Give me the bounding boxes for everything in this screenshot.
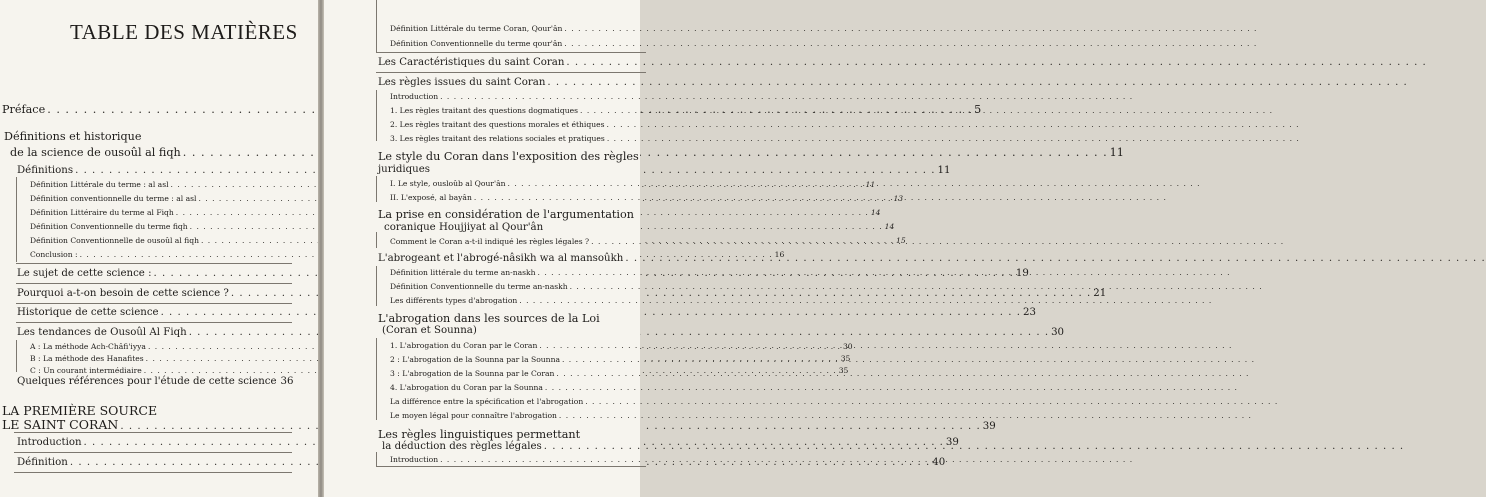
toc-entry-regles-morales[interactable]: 2. Les règles traitant des questions morales et éthiques . . .	[390, 120, 644, 129]
toc-entry-definition-litterale-asl[interactable]: Définition Littérale du terme : al asl . . . 11	[30, 180, 292, 189]
toc-entry-definitions-historique[interactable]: de la science de ousoûl al fiqh . . . 11	[10, 146, 292, 159]
toc-entry-regles-linguistiques-introduction[interactable]: Introduction . . .	[390, 455, 644, 464]
toc-entry-prise-line1[interactable]: La prise en considération de l'argumentation	[378, 208, 634, 221]
toc-entry-preface[interactable]: Préface . . . 5	[2, 103, 292, 116]
section-bracket	[16, 340, 17, 372]
section-rule	[376, 466, 646, 467]
toc-entry-references[interactable]: Quelques références pour l'étude de cette science 36	[17, 376, 294, 387]
toc-section-premiere-source-line1[interactable]: LA PREMIÈRE SOURCE	[2, 403, 158, 418]
toc-entry-definition-conventionnelle-fiqh[interactable]: Définition Conventionnelle du terme fiqh . . . 14	[30, 222, 292, 231]
toc-entry-caracteristiques[interactable]: Les Caractéristiques du saint Coran . . .	[378, 57, 644, 68]
section-bracket	[376, 176, 377, 202]
toc-entry-definition-litteraire-fiqh[interactable]: Définition Littéraire du terme al Fiqh . . . 14	[30, 208, 292, 217]
section-bracket	[16, 177, 17, 262]
toc-entry-pourquoi[interactable]: Pourquoi a-t-on besoin de cette science ? . . . 21	[17, 288, 292, 299]
toc-entry-regles-linguistiques[interactable]: la déduction des règles légales . . .	[382, 441, 644, 452]
toc-entry-definition-conventionnelle-quran[interactable]: Définition Conventionnelle du terme qour'ân . . .	[390, 39, 644, 48]
toc-entry-abrogation-sources[interactable]: (Coran et Sounna)	[382, 325, 477, 336]
toc-entry-tendances[interactable]: Les tendances de Ousoûl Al Fiqh . . . 30	[17, 327, 292, 338]
section-rule	[16, 283, 292, 284]
toc-entry-regles[interactable]: Les règles issues du saint Coran . . .	[378, 77, 644, 88]
section-rule	[376, 72, 646, 73]
toc-entry-regles-sociales[interactable]: 3. Les règles traitant des relations sociales et pratiques . . .	[390, 134, 644, 143]
toc-entry-style-ouslub[interactable]: I. Le style, ousloûb al Qour'ân . . .	[390, 179, 644, 188]
toc-entry-style-line1[interactable]: Le style du Coran dans l'exposition des règles	[378, 150, 639, 163]
toc-entry-definition-litterale-coran[interactable]: Définition Littérale du terme Coran, Qour'ân . . .	[390, 24, 644, 33]
section-rule	[14, 452, 292, 453]
toc-entry-abrogation-sounna-coran[interactable]: 3 : L'abrogation de la Sounna par le Coran . . .	[390, 369, 644, 378]
section-bracket	[376, 266, 377, 306]
toc-entry-specification-abrogation[interactable]: La différence entre la spécification et l'abrogation . . .	[390, 397, 644, 406]
toc-entry-types-abrogation[interactable]: Les différents types d'abrogation . . .	[390, 296, 644, 305]
section-rule	[376, 52, 646, 53]
toc-entry-abrogation-coran-coran[interactable]: 1. L'abrogation du Coran par le Coran . . .	[390, 341, 644, 350]
toc-entry-abrogeant[interactable]: L'abrogeant et l'abrogé-nâsikh wa al mansoûkh . . .	[378, 253, 644, 264]
section-rule	[16, 263, 292, 264]
section-bracket	[376, 0, 377, 52]
toc-entry-methode-hanafites[interactable]: B : La méthode des Hanafites . . . 35	[30, 354, 292, 363]
toc-entry-style[interactable]: juridiques	[378, 164, 430, 175]
toc-entry-definition[interactable]: Définition . . . 40	[17, 457, 292, 468]
toc-entry-definition-conventionnelle-asl[interactable]: Définition conventionnelle du terme : al asl . . . 13	[30, 194, 292, 203]
section-bracket	[376, 232, 377, 248]
toc-entry-style-bayan[interactable]: II. L'exposé, al bayân . . .	[390, 193, 644, 202]
toc-entry-abrogation-sources-line1[interactable]: L'abrogation dans les sources de la Loi	[378, 312, 600, 325]
section-rule	[14, 432, 292, 433]
toc-entry-definition-ousoul-fiqh[interactable]: Définition Conventionnelle de ousoûl al fiqh . . . 15	[30, 236, 292, 245]
toc-entry-definitions[interactable]: Définitions . . . 11	[17, 165, 292, 176]
section-rule	[14, 472, 292, 473]
toc-entry-methode-chafiiyya[interactable]: A : La méthode Ach-Châfi'iyya . . . 30	[30, 342, 292, 351]
toc-entry-prise-comment[interactable]: Comment le Coran a-t-il indiqué les règles légales ? . . .	[390, 237, 644, 246]
section-bracket	[376, 452, 377, 466]
toc-entry-moyen-legal[interactable]: Le moyen légal pour connaître l'abrogation . . .	[390, 411, 644, 420]
toc-entry-naskh-litterale[interactable]: Définition littérale du terme an-naskh . . .	[390, 268, 644, 277]
toc-entry-regles-dogmatiques[interactable]: 1. Les règles traitant des questions dogmatiques . . .	[390, 106, 644, 115]
toc-entry-sujet[interactable]: Le sujet de cette science : . . . 19	[17, 268, 292, 279]
toc-entry-abrogation-coran-sounna[interactable]: 4. L'abrogation du Coran par la Sounna . . .	[390, 383, 644, 392]
toc-entry-historique[interactable]: Historique de cette science . . . 23	[17, 307, 292, 318]
section-bracket	[376, 90, 377, 141]
toc-entry-definitions-historique-line1[interactable]: Définitions et historique	[4, 130, 142, 143]
toc-entry-abrogation-sounna-sounna[interactable]: 2 : L'abrogation de la Sounna par la Sounna . . .	[390, 355, 644, 364]
toc-entry-courant-intermediaire[interactable]: C : Un courant intermédiaire . . . 35	[30, 366, 292, 375]
section-bracket	[376, 338, 377, 420]
section-rule	[16, 322, 292, 323]
toc-entry-conclusion[interactable]: Conclusion : . . . 16	[30, 250, 292, 259]
toc-section-premiere-source[interactable]: LE SAINT CORAN . . . 39	[2, 418, 292, 433]
toc-entry-regles-introduction[interactable]: Introduction . . .	[390, 92, 644, 101]
toc-entry-regles-linguistiques-line1[interactable]: Les règles linguistiques permettant	[378, 428, 581, 441]
toc-title: TABLE DES MATIÈRES	[70, 20, 298, 44]
toc-entry-introduction[interactable]: Introduction . . . 39	[17, 437, 292, 448]
toc-entry-prise[interactable]: coranique Houjjiyat al Qour'ân	[384, 222, 544, 233]
toc-entry-naskh-conventionnelle[interactable]: Définition Conventionnelle du terme an-naskh . . .	[390, 282, 644, 291]
right-page	[324, 0, 640, 497]
section-rule	[16, 303, 292, 304]
